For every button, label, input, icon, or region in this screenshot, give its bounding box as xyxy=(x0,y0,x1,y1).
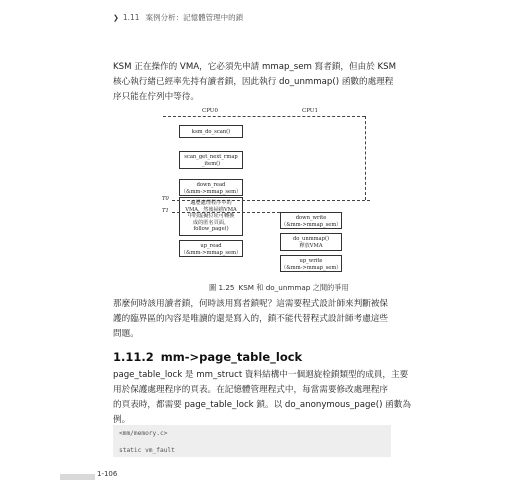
t1-line xyxy=(172,212,280,213)
box-text: 釋放VMA xyxy=(299,242,323,249)
paragraph-page-table-lock xyxy=(113,368,411,428)
code-line: <mm/memory.c> xyxy=(119,430,168,437)
right-separator-line xyxy=(365,116,366,200)
running-header xyxy=(113,12,243,23)
box-text: （&mm->mmap_sem） xyxy=(180,188,242,195)
header-section-title: 案例分析：記憶體管理中的鎖 xyxy=(145,13,244,22)
paragraph-ksm-vma xyxy=(113,60,396,105)
footer-bar xyxy=(60,474,95,480)
box-text: 遍歷處理程序中的 xyxy=(190,200,232,206)
top-separator-line xyxy=(163,116,365,117)
code-line: static vm_fault xyxy=(119,447,175,454)
text-line: 序只能在佇列中等待。 xyxy=(113,92,199,102)
text-line: 問題。 xyxy=(113,329,139,339)
box-up-read xyxy=(179,240,243,257)
box-traverse-vma xyxy=(179,197,243,236)
box-text: 成的匿名頁面， xyxy=(192,219,230,226)
box-text: ksm_do_scan() xyxy=(191,129,231,135)
box-down-read xyxy=(179,179,243,196)
box-down-write xyxy=(280,212,342,229)
text-line: 用於保護處理程序的頁表。在記憶體管理程式中，每當需要修改處理程序 xyxy=(113,385,389,395)
paragraph-reader-writer xyxy=(113,297,396,342)
cpu0-label: CPU0 xyxy=(202,108,218,114)
box-do-unmmap xyxy=(280,233,342,251)
box-text: do_unmmap() xyxy=(292,236,330,242)
page-number: 1-106 xyxy=(97,470,118,478)
figure-diagram xyxy=(160,105,370,280)
box-text: scan_get_next_rmap xyxy=(184,154,238,160)
figure-caption xyxy=(209,283,349,293)
t0-line xyxy=(172,200,370,201)
box-text: _item() xyxy=(201,160,221,167)
box-text: up_read xyxy=(200,243,222,249)
text-line: 的頁表時，都需要 page_table_lock 鎖。以 do_anonymous_page() 函數為 xyxy=(113,400,411,410)
box-up-write xyxy=(280,255,342,272)
text-line: 那麼何時該用讀者鎖，何時該用寫者鎖呢？這需要程式設計師來判斷被保 xyxy=(113,299,389,309)
box-text: up_write xyxy=(299,258,323,264)
box-text: （&mm->mmap_sem） xyxy=(281,264,342,271)
chevron-right-icon: ❯ xyxy=(113,14,119,22)
text-line: 護的臨界區的內容是唯讀的還是寫入的，鎖不能代替程式設計師考慮這些 xyxy=(113,314,389,324)
box-text: down_read xyxy=(196,182,226,188)
box-scan-get-next-rmap-item xyxy=(179,151,243,169)
box-text: （&mm->mmap_sem） xyxy=(281,221,342,228)
box-text: VMA，然後掃描VMA xyxy=(185,206,237,213)
box-text: （&mm->mmap_sem） xyxy=(180,249,242,256)
t1-label: T1 xyxy=(162,208,169,214)
figure-number: 圖 1.25 xyxy=(209,283,235,292)
text-line: 例。 xyxy=(113,415,131,425)
box-text: follow_page() xyxy=(193,226,229,233)
t0-label: T0 xyxy=(162,196,169,202)
section-heading xyxy=(113,350,302,364)
cpu1-label: CPU1 xyxy=(302,108,318,114)
box-text: down_write xyxy=(295,215,327,221)
text-line: page_table_lock 是 mm_struct 資料結構中一個迴旋栓鎖類型的成員，主要 xyxy=(113,370,409,380)
section-title: mm->page_table_lock xyxy=(160,350,303,364)
text-line: 核心執行緒已經率先持有讀者鎖，因此執行 do_unmmap() 函數的處理程 xyxy=(113,77,394,87)
header-section-number: 1.11 xyxy=(122,13,140,22)
section-number: 1.11.2 xyxy=(113,350,154,364)
figure-caption-text: KSM 和 do_unmmap 之間的爭用 xyxy=(238,283,349,292)
code-block xyxy=(113,425,391,457)
box-text: 中的虛擬位址可轉換 xyxy=(187,213,235,220)
text-line: KSM 正在操作的 VMA，它必須先申請 mmap_sem 寫者鎖，但由於 KSM xyxy=(113,62,397,72)
box-ksm-do-scan xyxy=(179,125,243,138)
